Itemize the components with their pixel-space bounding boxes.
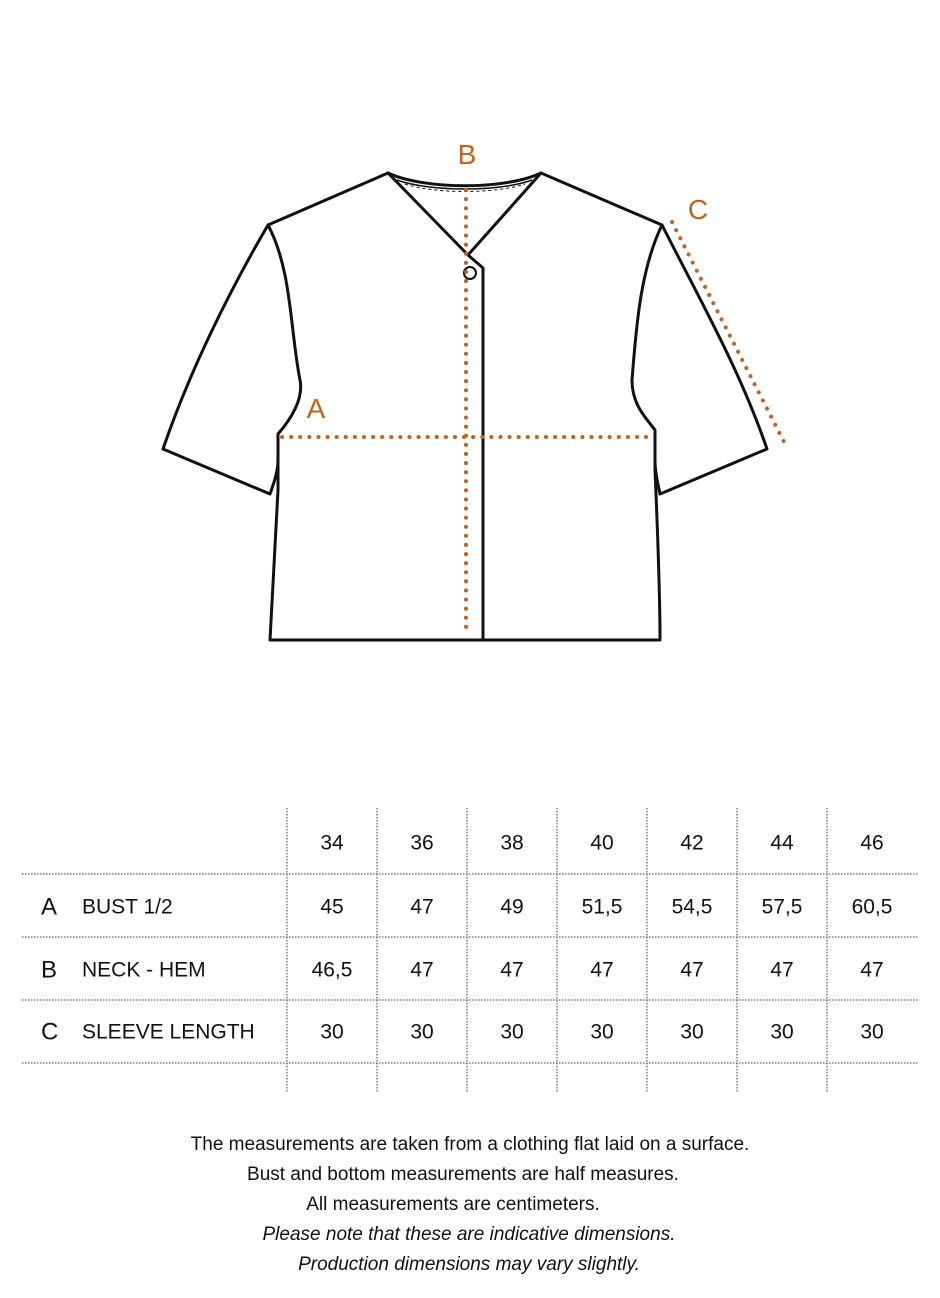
table-cell: 54,5	[671, 895, 713, 919]
placket-line	[468, 255, 483, 640]
row-letter: B	[41, 956, 58, 984]
table-cell: 46,5	[311, 958, 353, 982]
table-cell: 47	[860, 958, 884, 982]
measurement-notes	[0, 1130, 940, 1280]
table-cell: 49	[500, 895, 524, 919]
note-line-italic: Please note that these are indicative dimensions.	[262, 1224, 676, 1245]
table-cell: 47	[410, 895, 434, 919]
row-label: BUST 1/2	[82, 895, 173, 919]
table-cell: 47	[770, 958, 794, 982]
table-cell: 47	[680, 958, 704, 982]
table-cell: 30	[320, 1020, 344, 1044]
table-cell: 30	[770, 1020, 794, 1044]
table-cell: 47	[410, 958, 434, 982]
table-cell: 47	[500, 958, 524, 982]
size-header: 42	[680, 831, 704, 855]
table-cell: 30	[860, 1020, 884, 1044]
dimension-label-b: B	[457, 139, 477, 170]
row-label: NECK - HEM	[82, 958, 206, 982]
table-cell: 30	[500, 1020, 524, 1044]
note-line: The measurements are taken from a clothing flat laid on a surface.	[190, 1134, 750, 1155]
row-letter: C	[41, 1018, 59, 1046]
table-cell: 30	[680, 1020, 704, 1044]
table-cell: 51,5	[581, 895, 623, 919]
table-cell: 47	[590, 958, 614, 982]
left-sleeve-outline	[163, 225, 278, 494]
table-cell: 57,5	[761, 895, 803, 919]
size-header: 36	[410, 831, 434, 855]
row-letter: A	[41, 893, 58, 921]
table-cell: 45	[320, 895, 344, 919]
size-header: 34	[320, 831, 344, 855]
size-header: 46	[860, 831, 884, 855]
right-sleeve-outline	[655, 225, 767, 494]
table-cell: 60,5	[851, 895, 893, 919]
dimension-label-c: C	[687, 194, 709, 225]
table-cell: 30	[410, 1020, 434, 1044]
dimension-c-line	[672, 222, 784, 442]
note-line: All measurements are centimeters.	[306, 1194, 600, 1215]
size-header: 40	[590, 831, 614, 855]
row-label: SLEEVE LENGTH	[82, 1020, 255, 1044]
note-line: Bust and bottom measurements are half measures.	[247, 1164, 679, 1185]
size-header: 38	[500, 831, 524, 855]
table-cell: 30	[590, 1020, 614, 1044]
size-header: 44	[770, 831, 794, 855]
size-table	[0, 800, 940, 1100]
dimension-label-a: A	[306, 393, 326, 424]
note-line-italic: Production dimensions may vary slightly.	[298, 1254, 640, 1275]
